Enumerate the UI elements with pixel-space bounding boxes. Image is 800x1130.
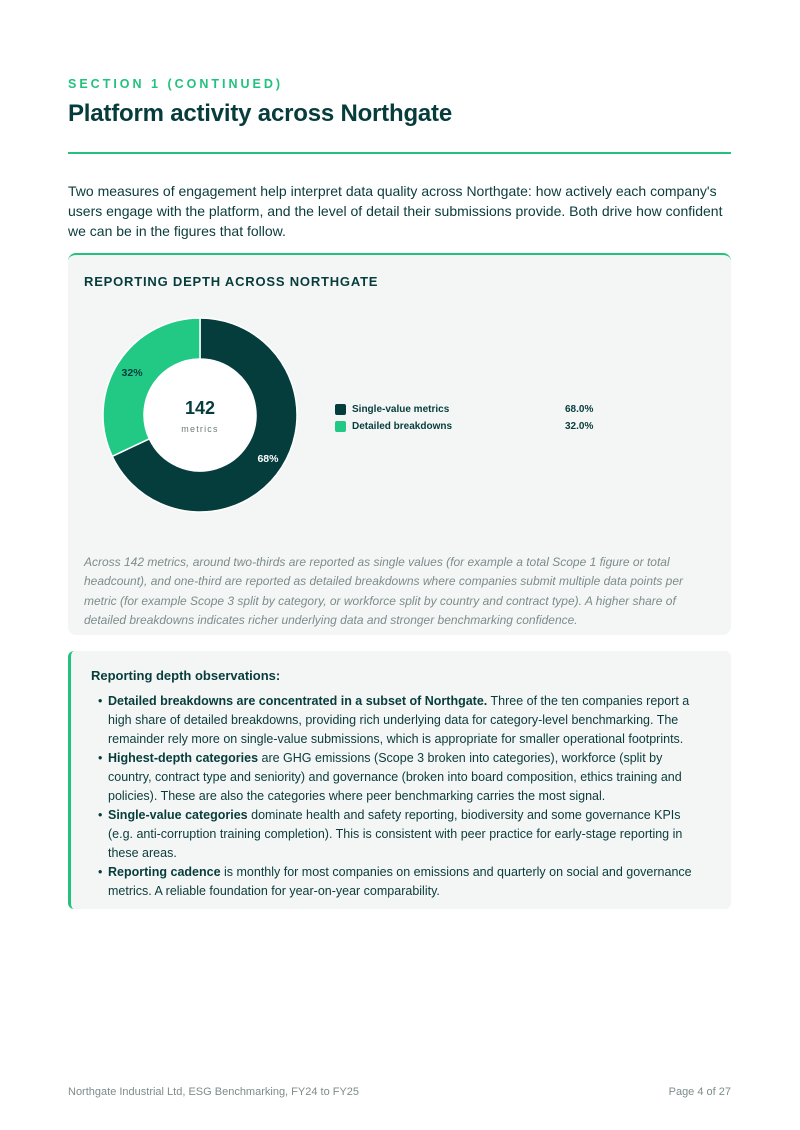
observation-text: dominate health and safety reporting, biodiversity and some governance KPIs (e.g. anti-corruption training completion). This is consistent with peer practice for early-stage reporting in these areas. [108,808,683,860]
donut-center-label: metrics [181,424,219,434]
observation-text: Three of the ten companies report a high share of detailed breakdowns, providing rich underlying data for category-level benchmarking. The remainder rely more on single-value submissions, which is appropriate for smaller operational footprints. [108,694,690,746]
observations-list [98,692,708,901]
footer-page-number: Page 4 of 27 [668,1086,731,1098]
observation-lead: Single-value categories [108,808,248,822]
bullet-icon: • [98,808,103,822]
observation-item [98,692,708,749]
legend-value: 32.0% [565,421,594,432]
legend-value: 68.0% [565,404,594,415]
chart-caption: Across 142 metrics, around two-thirds are reported as single values (for example a total Scope 1 figure or total headcount), and one-third are reported as detailed breakdowns where companies submit multiple data points per metric (for example Scope 3 split by category, or workforce split by country and contract type). A higher share of detailed breakdowns indicates richer underlying data and stronger benchmarking confidence. [84,555,684,627]
legend-item-2 [335,419,595,436]
bullet-icon: • [98,751,103,765]
legend-swatch [335,404,346,415]
legend-swatch [335,421,346,432]
donut-center-value: 142 [184,398,216,418]
page-title: Platform activity across Northgate [68,100,452,127]
chart-title: REPORTING DEPTH ACROSS NORTHGATE [84,274,379,289]
donut-slice-label-1: 68% [257,453,279,466]
bullet-icon: • [98,694,103,708]
footer-document-title: Northgate Industrial Ltd, ESG Benchmarking, FY24 to FY25 [68,1086,360,1098]
chart-legend [335,402,595,436]
legend-label: Single-value metrics [352,404,450,415]
observations-callout [68,651,731,909]
section-eyebrow: SECTION 1 (CONTINUED) [68,77,284,91]
observation-text: are GHG emissions (Scope 3 broken into categories), workforce (split by country, contract type and seniority) and governance (broken into board composition, ethics training and policies). These are also the categories where peer benchmarking carries the most signal. [108,751,682,803]
title-divider [68,152,731,154]
observation-lead: Reporting cadence [108,865,221,879]
donut-chart [68,255,731,545]
observation-text: is monthly for most companies on emissions and quarterly on social and governance metrics. A reliable foundation for year-on-year comparability. [108,865,692,898]
observation-item [98,749,708,806]
reporting-depth-chart-card [68,253,731,635]
observation-item [98,863,708,901]
observation-lead: Detailed breakdowns are concentrated in a subset of Northgate. [108,694,488,708]
intro-paragraph: Two measures of engagement help interpret data quality across Northgate: how actively each company's users engage with the platform, and the level of detail their submissions provide. Both drive how confident we can be in the figures that follow. [68,183,723,239]
legend-item-1 [335,402,595,419]
donut-slice-label-2: 32% [121,366,143,379]
observation-item [98,806,708,863]
observations-title: Reporting depth observations: [91,668,281,683]
observation-lead: Highest-depth categories [108,751,259,765]
bullet-icon: • [98,865,103,879]
legend-label: Detailed breakdowns [352,421,453,432]
